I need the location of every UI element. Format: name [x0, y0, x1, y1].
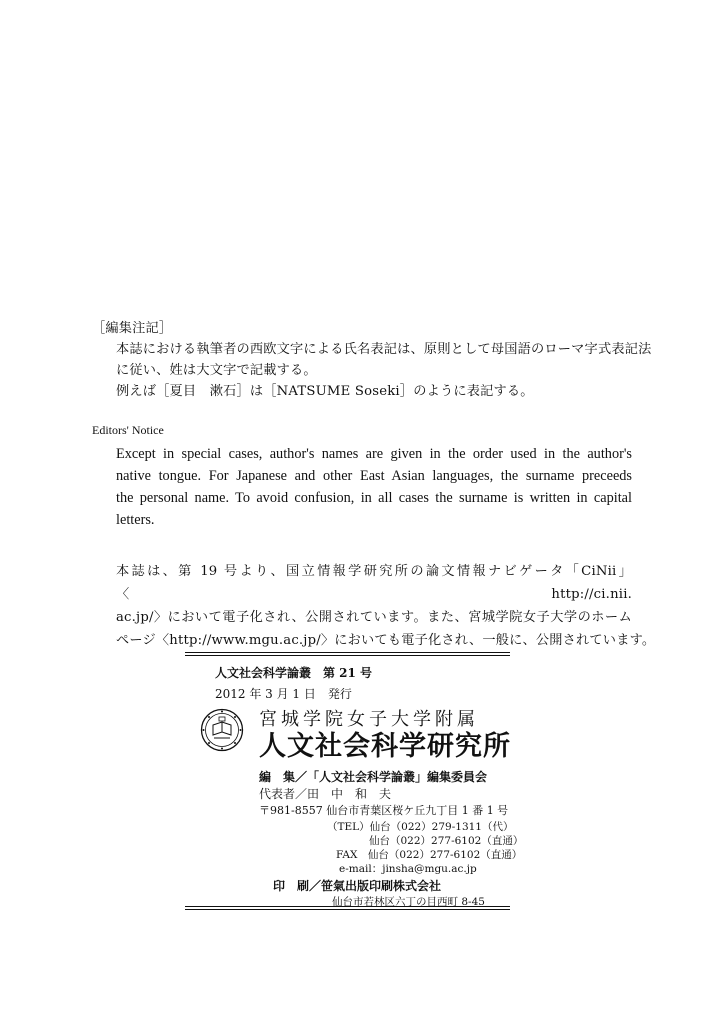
- editor-line: 編 集／「人文社会科学論叢」編集委員会: [259, 770, 488, 784]
- en-editors-notice: [92, 419, 632, 531]
- top-rule-1: [185, 652, 510, 653]
- colophon: [185, 652, 524, 910]
- bottom-rule-2: [185, 909, 510, 910]
- cinii-line-3: ページ〈http://www.mgu.ac.jp/〉においても電子化され、一般に、公開されています。: [116, 633, 656, 648]
- representative-line: 代表者／田 中 和 夫: [259, 787, 392, 801]
- journal-title: 人文社会科学論叢 第 21 号: [215, 666, 373, 680]
- printer-line: 印 刷／笹氣出版印刷株式会社: [273, 879, 442, 893]
- jp-editorial-note: [92, 318, 652, 402]
- cinii-notice: [116, 560, 656, 652]
- tel-line-2: 仙台（022）277-6102（直通）: [369, 835, 524, 847]
- jp-note-line-1: 本誌における執筆者の西欧文字による氏名表記は、原則として母国語のローマ字式表記法: [116, 342, 652, 357]
- jp-note-line-3: 例えば［夏目 漱石］は［NATSUME Soseki］のように表記する。: [116, 384, 534, 399]
- institute-name-main: 人文社会科学研究所: [259, 731, 511, 762]
- cinii-line-2: ac.jp/〉において電子化され、公開されています。また、宮城学院女子大学のホーム: [116, 610, 632, 625]
- cinii-line-1: 本誌は、第 19 号より、国立情報学研究所の論文情報ナビゲータ「CiNii」〈http://ci.nii.: [116, 564, 632, 602]
- printer-address: 仙台市若林区六丁の目西町 8-45: [332, 896, 485, 908]
- top-rule-2: [185, 655, 510, 656]
- en-notice-line-1: Except in special cases, author's names are given in the order used in the author's: [116, 446, 632, 462]
- en-notice-line-3: the personal name. To avoid confusion, in all cases the surname is written in capital: [116, 490, 632, 506]
- university-seal-icon: [200, 708, 244, 752]
- bottom-rule-1: [185, 906, 510, 907]
- jp-note-line-2: に従い、姓は大文字で記載する。: [116, 363, 317, 378]
- en-notice-line-2: native tongue. For Japanese and other East Asian languages, the surname preceeds: [116, 468, 632, 484]
- en-notice-heading: Editors' Notice: [92, 423, 164, 437]
- email-line: e-mail：jinsha@mgu.ac.jp: [339, 863, 477, 875]
- address-line: 〒981-8557 仙台市青葉区桜ケ丘九丁目 1 番 1 号: [259, 804, 509, 817]
- publish-date: 2012 年 3 月 1 日 発行: [215, 687, 352, 701]
- fax-line: FAX 仙台（022）277-6102（直通）: [336, 849, 523, 861]
- tel-line-1: （TEL）仙台（022）279-1311（代）: [327, 821, 514, 833]
- jp-note-heading: ［編集注記］: [92, 321, 173, 336]
- institute-name-top: 宮城学院女子大学附属: [259, 709, 479, 730]
- en-notice-line-4: letters.: [116, 512, 155, 528]
